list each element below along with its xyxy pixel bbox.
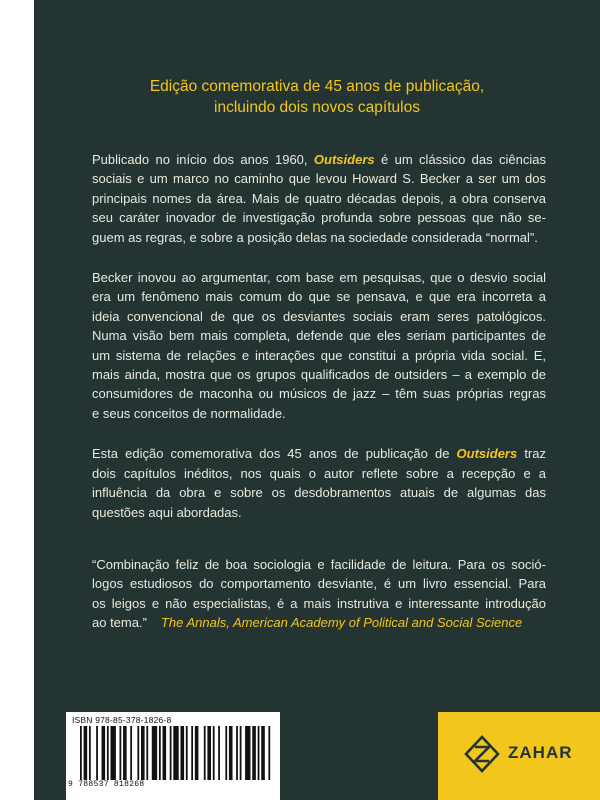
book-title: Outsiders: [456, 446, 518, 462]
paragraph-2-line: Numa visão bem mais completa, defende que eles seriam participantes de: [92, 328, 546, 344]
publisher-name: ZAHAR: [508, 743, 573, 762]
paragraph-2-line: era um fenômeno mais comum do que se pensava, e que era incorreta a: [92, 289, 546, 305]
tagline-line-1: Edição comemorativa de 45 anos de publicação,: [149, 78, 485, 95]
paragraph-2-line: um sistema de relações e interações que constitui a própria vida social. E,: [92, 347, 546, 363]
synopsis: [92, 150, 546, 543]
paragraph-1: [92, 150, 546, 247]
isbn-number: ISBN 978-85-378-1826-8: [72, 715, 172, 725]
review-quote: [92, 555, 546, 633]
tagline-line-2: incluindo dois novos capítulos: [214, 99, 420, 116]
paragraph-2: [92, 268, 546, 423]
left-white-margin: [0, 0, 34, 800]
paragraph-1-line: principais nomes da área. Mais de quatro décadas depois, a obra conserva: [92, 190, 546, 206]
paragraph-1-line: guem as regras, e sobre a posição delas na sociedade considerada “normal”.: [92, 229, 538, 245]
quote-line: os leigos e não especialistas, é a mais instrutiva e interessante introdução: [92, 595, 546, 611]
zahar-logo-icon: [462, 734, 502, 774]
isbn-barcode: [66, 712, 280, 800]
quote-line-last: ao tema.” The Annals, American Academy of Political and Social Science: [92, 615, 523, 631]
book-title: Outsiders: [313, 152, 375, 167]
quote-line: “Combinação feliz de boa sociologia e facilidade de leitura. Para os soció-: [92, 557, 546, 572]
publisher-block: [438, 712, 600, 800]
paragraph-3-line: Esta edição comemorativa dos 45 anos de publicação de Outsiders traz: [92, 446, 546, 462]
tagline: [34, 76, 600, 118]
paragraph-3-line: questões aqui abordadas.: [92, 504, 242, 520]
paragraph-3-line: influência da obra e sobre os desdobramentos atuais de algumas das: [92, 485, 546, 501]
paragraph-1-line: Publicado no início dos anos 1960, Outsiders é um clássico das ciências: [92, 152, 546, 167]
paragraph-1-line: sociais e um marco no caminho que levou Howard S. Becker a ser um dos: [92, 171, 546, 187]
paragraph-3: [92, 444, 546, 522]
paragraph-2-line: mais ainda, mostra que os grupos qualificados de outsiders – a exemplo de: [92, 367, 546, 383]
paragraph-1-line: seu caráter inovador de investigação profunda sobre pessoas que não se-: [92, 210, 546, 226]
paragraph-3-line: dois capítulos inéditos, nos quais o autor reflete sobre a recepção e a: [92, 465, 546, 481]
paragraph-2-line: Becker inovou ao argumentar, com base em pesquisas, que o desvio social: [92, 270, 546, 286]
barcode-icon: [80, 726, 272, 780]
paragraph-2-line: ideia convencional de que os desviantes sociais eram seres patológicos.: [92, 308, 546, 324]
quote-source: The Annals, American Academy of Political and Social Science: [160, 615, 523, 631]
back-cover: [34, 0, 600, 800]
paragraph-2-line: e seus conceitos de normalidade.: [92, 405, 286, 421]
barcode-digits: 9 788537 818268: [68, 780, 145, 789]
paragraph-2-line: consumidores de maconha ou músicos de jazz – têm suas próprias regras: [92, 386, 546, 402]
quote-line: logos estudiosos do comportamento desviante, é um livro essencial. Para: [92, 576, 546, 592]
